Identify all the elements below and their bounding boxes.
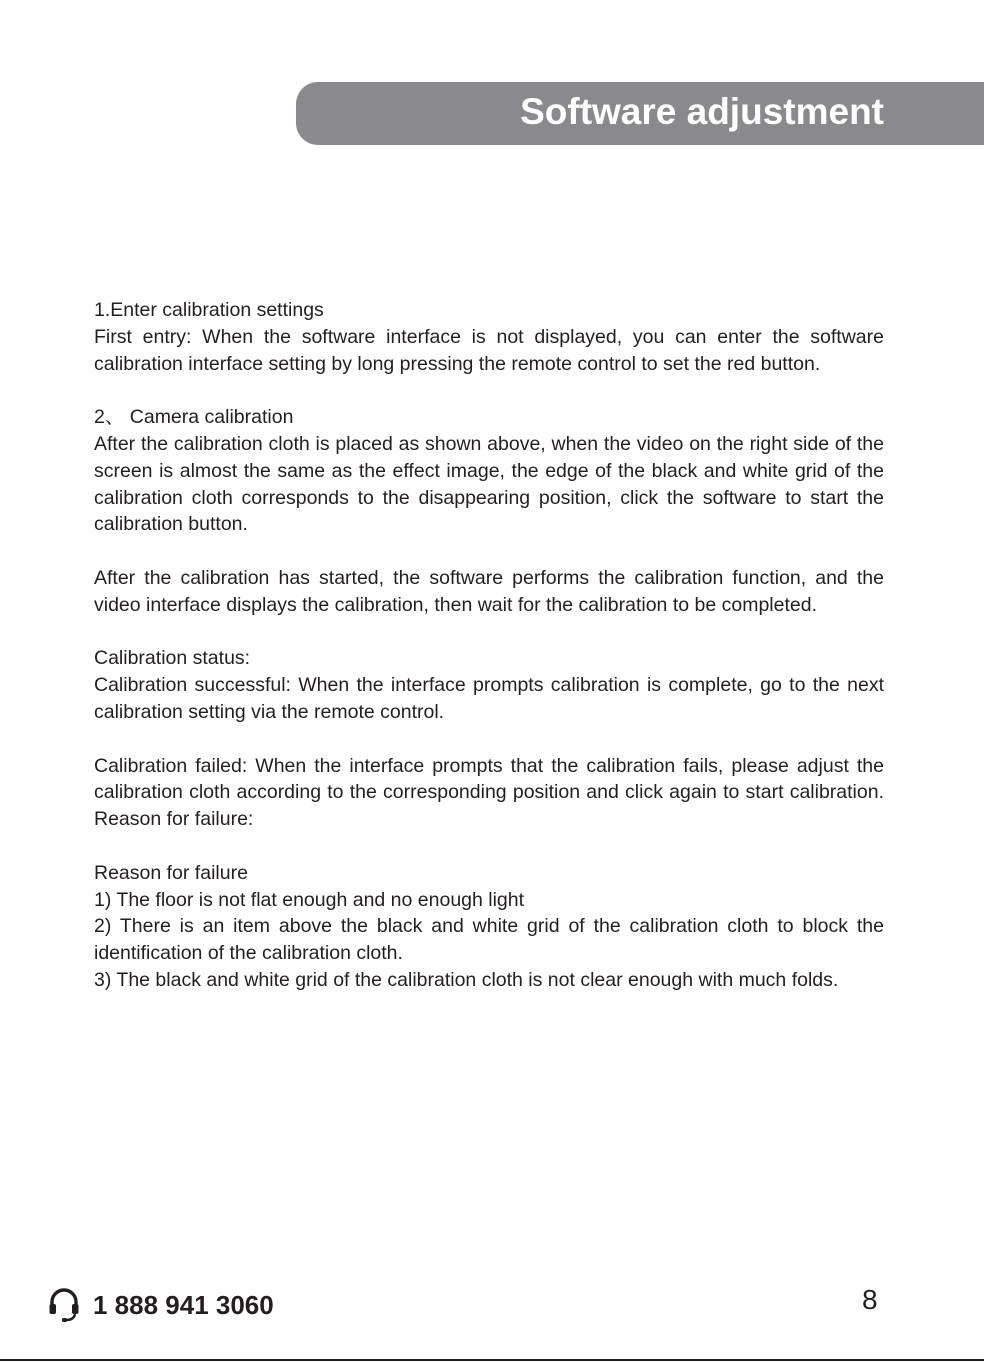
list-item: 2) There is an item above the black and white grid of the calibration cloth to block the identification of the calibration cloth.: [94, 915, 884, 965]
headset-icon: [48, 1287, 80, 1323]
list-item: 1) The floor is not flat enough and no enough light: [94, 888, 525, 911]
status-failed-text: Calibration failed: When the interface prompts that the calibration fails, please adjust the calibration cloth according to the corresponding position and click again to start calibration. Reason for failure:: [94, 754, 884, 831]
section-calibration-started: [94, 565, 884, 619]
section-heading: 2、 Camera calibration: [94, 406, 294, 429]
footer-phone: [48, 1287, 274, 1323]
list-item: 3) The black and white grid of the calibration cloth is not clear enough with much folds.: [94, 968, 839, 991]
section-body: After the calibration cloth is placed as shown above, when the video on the right side of the screen is almost the same as the effect image, the edge of the black and white grid of the calibration cloth corresponds to the disappearing position, click the software to start the calibration button.: [94, 432, 884, 536]
section-enter-calibration: [94, 297, 884, 377]
section-heading: Reason for failure: [94, 861, 248, 884]
section-heading: 1.Enter calibration settings: [94, 299, 324, 321]
status-success-text: Calibration successful: When the interface prompts calibration is complete, go to the next calibration setting via the remote control.: [94, 674, 884, 723]
phone-number: 1 888 941 3060: [93, 1289, 274, 1320]
section-calibration-failed: [94, 753, 884, 833]
bottom-divider: [0, 1359, 984, 1361]
section-heading: Calibration status:: [94, 647, 251, 670]
section-camera-calibration: [94, 404, 884, 538]
page-number: 8: [862, 1284, 878, 1315]
header-banner: [296, 82, 984, 145]
main-content: [94, 297, 884, 1021]
section-calibration-status: [94, 645, 884, 725]
page-title: Software adjustment: [520, 91, 884, 132]
section-body: First entry: When the software interface is not displayed, you can enter the software calibration interface setting by long pressing the remote control to set the red button.: [94, 325, 884, 375]
section-reason-for-failure: [94, 860, 884, 994]
section-body: After the calibration has started, the software performs the calibration function, and the video interface displays the calibration, then wait for the calibration to be completed.: [94, 566, 884, 616]
